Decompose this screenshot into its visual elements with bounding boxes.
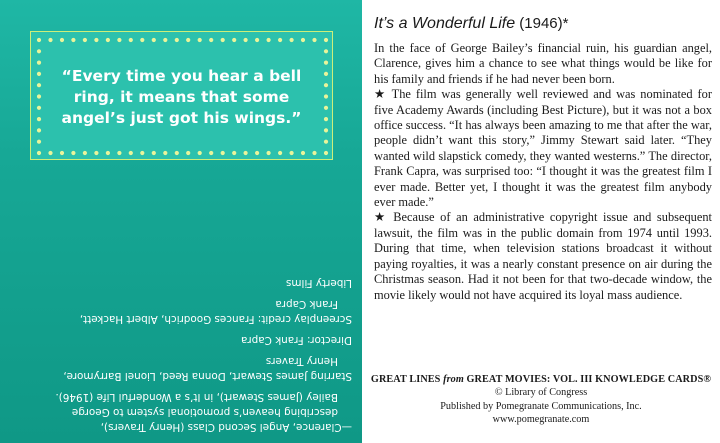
article-paragraph: In the face of George Bailey’s financial ruin, his guardian angel, Clarence, gives him a chance to see what things would be like for his family and friends if he had never been born. [374,41,712,86]
marquee-dot [48,151,52,155]
marquee-dot [255,38,259,42]
marquee-dot [37,117,41,121]
marquee-dot [37,72,41,76]
marquee-dot [324,140,328,144]
quote-line: angel’s just got his wings.” [61,109,302,127]
marquee-dot [267,151,271,155]
marquee-dot [37,106,41,110]
marquee-dot [221,151,225,155]
starring-line: Henry Travers [265,355,338,367]
marquee-dot [152,38,156,42]
quote-line: ring, it means that some [73,88,290,106]
marquee-dot [324,49,328,53]
marquee-dot [324,61,328,65]
marquee-dot [129,38,133,42]
marquee-dot [232,38,236,42]
marquee-dot [232,151,236,155]
series-title-part: GREAT LINES [370,374,444,385]
marquee-dot [209,38,213,42]
marquee-dot [106,38,110,42]
director-credit: Director: Frank Capra [241,334,352,346]
marquee-dot [324,94,328,98]
series-title-part: from [443,374,464,385]
film-credits-upside-down [12,248,352,434]
article-paragraph: ★ The film was generally well reviewed and was nominated for five Academy Awards (including Best Picture), but it was not a box office success. “It has always been amazing to me that after the war, people didn’t want this story,” Jimmy Stewart said later. “They wanted wild slapstick comedy, they wanted westerns.” The director, Frank Capra, was surprised too: “I thought it was the greatest film I ever made. Better yet, I thought it was the greatest film anybody ever made.” [374,87,712,210]
attribution-line: Bailey (James Stewart), in It’s a Wonderful Life (1946). [55,391,338,403]
quote-box [30,31,333,160]
film-year: (1946)* [515,15,569,32]
screenplay-line: Screenplay credit: Frances Goodrich, Albert Hackett, [79,313,352,325]
marquee-dot [152,151,156,155]
marquee-dot [198,38,202,42]
marquee-dot [37,140,41,144]
marquee-dot [267,38,271,42]
film-title-text: It’s a Wonderful Life [374,15,516,32]
marquee-dot [324,117,328,121]
marquee-dot [94,151,98,155]
website-url: www.pomegranate.com [492,414,590,426]
marquee-dot [301,38,305,42]
attribution-line: —Clarence, Angel Second Class (Henry Travers), [100,421,352,433]
marquee-dot [324,72,328,76]
marquee-dot [255,151,259,155]
marquee-dot [117,38,121,42]
marquee-dot [290,151,294,155]
marquee-dot [312,151,316,155]
quote-line: “Every time you hear a bell [61,67,302,85]
marquee-dot [60,151,64,155]
marquee-dot [221,38,225,42]
series-title-part: GREAT MOVIES: VOL. III KNOWLEDGE CARDS® [463,374,712,385]
marquee-dot [140,38,144,42]
marquee-dot [175,151,179,155]
series-title [362,373,720,386]
starring-credit [12,353,352,383]
marquee-dot [244,38,248,42]
attribution-line: describing heaven’s promotional system to George [71,406,338,418]
marquee-dot [37,128,41,132]
quote-attribution [12,389,352,434]
marquee-dot [290,38,294,42]
marquee-dot [71,38,75,42]
marquee-dot [117,151,121,155]
marquee-dot [48,38,52,42]
image-credit: © Library of Congress [494,387,588,399]
marquee-dot [324,151,328,155]
marquee-dot [209,151,213,155]
marquee-dot [278,38,282,42]
marquee-dot [312,38,316,42]
publisher: Published by Pomegranate Communications, Inc. [440,400,642,412]
marquee-dot [129,151,133,155]
marquee-dot [301,151,305,155]
marquee-dot [37,151,41,155]
marquee-dot [37,61,41,65]
screenplay-line: Frank Capra [275,298,338,310]
marquee-dot [186,151,190,155]
marquee-dot [37,49,41,53]
film-title [374,14,568,34]
marquee-dot [175,38,179,42]
marquee-dot [106,151,110,155]
article-paragraph: ★ Because of an administrative copyright issue and subsequent lawsuit, the film was in the public domain from 1974 until 1993. During that time, when television stations broadcast it without paying royalties, it was a nearly constant presence on air during the Christmas season. Had it not been for that two-decade window, the movie likely would not have acquired its loyal mass audience. [374,210,712,302]
marquee-dot [244,151,248,155]
marquee-dot [198,151,202,155]
marquee-dot [163,151,167,155]
marquee-dot [324,83,328,87]
marquee-dot [71,151,75,155]
marquee-dot [94,38,98,42]
starring-line: Starring James Stewart, Donna Reed, Lionel Barrymore, [63,370,352,382]
marquee-dot [324,128,328,132]
marquee-dot [83,38,87,42]
marquee-dot [324,38,328,42]
card-footer [362,373,720,427]
marquee-dot [186,38,190,42]
article-body [374,41,712,303]
marquee-dot [60,38,64,42]
studio-credit: Liberty Films [286,277,352,289]
marquee-dot [37,38,41,42]
marquee-dot [37,83,41,87]
marquee-dot [163,38,167,42]
marquee-dot [37,94,41,98]
quote-text [47,66,316,129]
marquee-dot [278,151,282,155]
marquee-dot [83,151,87,155]
marquee-dot [140,151,144,155]
marquee-dot [324,106,328,110]
card-back [362,0,720,443]
screenplay-credit [12,296,352,326]
